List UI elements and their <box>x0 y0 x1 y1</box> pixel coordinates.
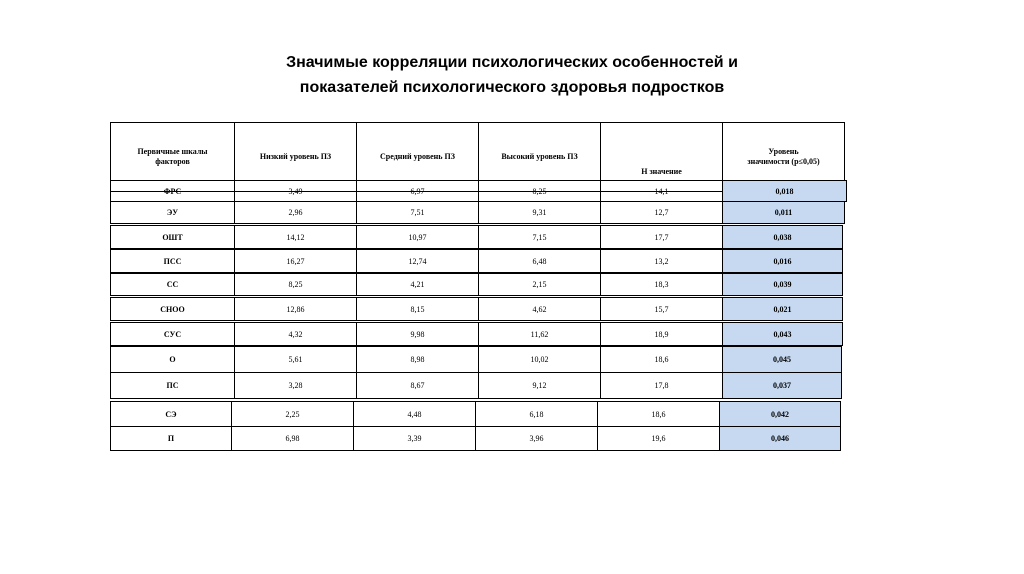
cell-significance: 0,037 <box>723 373 842 399</box>
table-row <box>110 322 843 346</box>
cell-low: 2,25 <box>232 402 354 427</box>
cell-significance: 0,042 <box>720 402 841 427</box>
cell-factor: П <box>111 427 232 451</box>
cell-low: 4,32 <box>235 323 357 346</box>
slide-title <box>0 50 1024 100</box>
table-row <box>110 372 842 399</box>
cell-low: 5,61 <box>235 347 357 373</box>
cell-factor: ПСС <box>111 250 235 273</box>
table-row <box>110 401 841 427</box>
table-row <box>110 426 841 451</box>
cell-mid: 12,74 <box>357 250 479 273</box>
cell-high: 9,12 <box>479 373 601 399</box>
cell-low: 3,49 <box>235 181 357 202</box>
cell-significance: 0,011 <box>723 202 845 224</box>
header-significance-line-1: Уровень <box>768 147 799 156</box>
cell-high: 2,15 <box>479 274 601 296</box>
header-high: Высокий уровень ПЗ <box>479 123 601 192</box>
cell-high: 8,25 <box>479 181 601 202</box>
cell-significance: 0,038 <box>723 226 843 249</box>
cell-mid: 8,15 <box>357 298 479 321</box>
cell-h: 12,7 <box>601 202 723 224</box>
cell-mid: 3,39 <box>354 427 476 451</box>
cell-significance: 0,045 <box>723 347 842 373</box>
table-row <box>110 297 843 321</box>
cell-factor: СЭ <box>111 402 232 427</box>
table-row <box>110 346 842 373</box>
cell-low: 2,96 <box>235 202 357 224</box>
header-factor-line-2: факторов <box>155 157 190 166</box>
cell-low: 12,86 <box>235 298 357 321</box>
cell-mid: 7,51 <box>357 202 479 224</box>
cell-low: 6,98 <box>232 427 354 451</box>
cell-significance: 0,016 <box>723 250 843 273</box>
table-row <box>110 225 843 249</box>
table-row <box>110 249 843 273</box>
cell-low: 8,25 <box>235 274 357 296</box>
cell-high: 11,62 <box>479 323 601 346</box>
cell-low: 16,27 <box>235 250 357 273</box>
cell-high: 3,96 <box>476 427 598 451</box>
cell-high: 10,02 <box>479 347 601 373</box>
cell-factor: ОШТ <box>111 226 235 249</box>
table-row <box>110 273 843 296</box>
cell-h: 18,6 <box>601 347 723 373</box>
cell-mid: 10,97 <box>357 226 479 249</box>
cell-factor: О <box>111 347 235 373</box>
header-mid: Средний уровень ПЗ <box>357 123 479 192</box>
cell-significance: 0,046 <box>720 427 841 451</box>
cell-h: 18,9 <box>601 323 723 346</box>
slide-title-line-1: Значимые корреляции психологических особенностей и <box>286 54 738 71</box>
table-row <box>110 201 845 224</box>
cell-significance: 0,021 <box>723 298 843 321</box>
cell-h: 18,6 <box>598 402 720 427</box>
cell-mid: 6,97 <box>357 181 479 202</box>
cell-significance: 0,039 <box>723 274 843 296</box>
cell-low: 14,12 <box>235 226 357 249</box>
cell-factor: ПС <box>111 373 235 399</box>
cell-high: 9,31 <box>479 202 601 224</box>
cell-factor: СУС <box>111 323 235 346</box>
header-low: Низкий уровень ПЗ <box>235 123 357 192</box>
cell-high: 4,62 <box>479 298 601 321</box>
cell-high: 6,18 <box>476 402 598 427</box>
cell-high: 6,48 <box>479 250 601 273</box>
cell-mid: 4,21 <box>357 274 479 296</box>
cell-high: 7,15 <box>479 226 601 249</box>
cell-h: 14,1 <box>601 181 723 202</box>
cell-h: 13,2 <box>601 250 723 273</box>
cell-low: 3,28 <box>235 373 357 399</box>
header-significance-line-2: значимости (p≤0,05) <box>747 157 820 166</box>
cell-h: 15,7 <box>601 298 723 321</box>
cell-h: 17,8 <box>601 373 723 399</box>
cell-mid: 8,98 <box>357 347 479 373</box>
cell-h: 17,7 <box>601 226 723 249</box>
cell-significance: 0,043 <box>723 323 843 346</box>
cell-significance: 0,018 <box>723 181 847 202</box>
cell-mid: 8,67 <box>357 373 479 399</box>
cell-h: 19,6 <box>598 427 720 451</box>
cell-factor: ЭУ <box>111 202 235 224</box>
cell-mid: 4,48 <box>354 402 476 427</box>
cell-factor: ФРС <box>111 181 235 202</box>
cell-factor: СНОО <box>111 298 235 321</box>
cell-h: 18,3 <box>601 274 723 296</box>
slide-title-line-2: показателей психологического здоровья подростков <box>299 79 725 96</box>
cell-factor: СС <box>111 274 235 296</box>
cell-mid: 9,98 <box>357 323 479 346</box>
header-h-label: Н значение <box>641 167 682 176</box>
header-factor-line-1: Первичные шкалы <box>137 147 208 156</box>
table-row <box>110 180 847 202</box>
